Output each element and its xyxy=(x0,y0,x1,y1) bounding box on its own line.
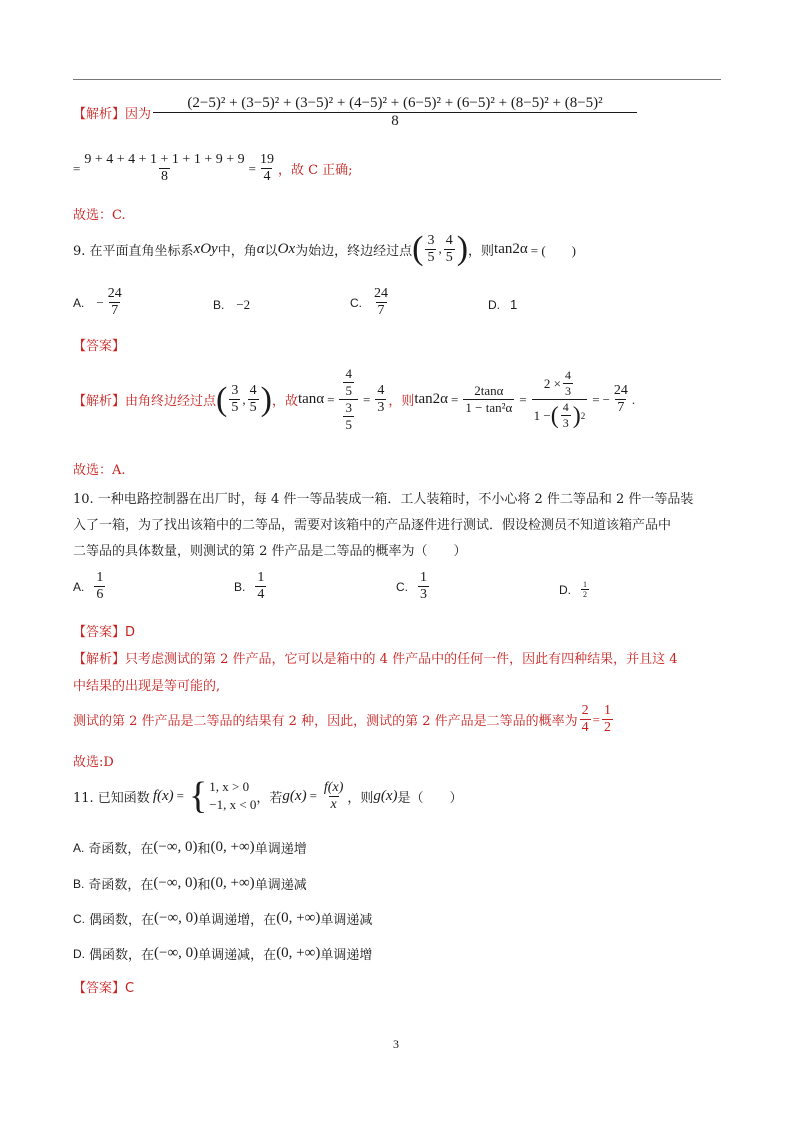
choice-a-fraction xyxy=(106,286,124,319)
tan-alpha: tanα xyxy=(297,391,325,407)
interval-2: (0, +∞) xyxy=(276,910,321,926)
interval-2: (0, +∞) xyxy=(276,945,321,961)
choice-label: C. xyxy=(396,579,408,594)
big-num-frac-num: 4 xyxy=(564,368,571,382)
choice-c-fraction xyxy=(418,570,429,603)
q9-point-x-num: 3 xyxy=(427,232,435,248)
prob-fraction-1 xyxy=(580,703,591,736)
answer-tag: 【答案】 xyxy=(73,625,126,640)
jiexi-point-y xyxy=(248,383,259,416)
interval-1: (−∞, 0) xyxy=(154,910,199,926)
big-num-frac xyxy=(563,368,573,399)
choice-label: B. xyxy=(234,579,246,594)
q9-tan2a: tan2α xyxy=(494,240,528,257)
q11-answer xyxy=(73,977,134,996)
result-sign: − xyxy=(602,391,610,407)
double-angle-num: 2tanα xyxy=(474,383,504,398)
big-compound-den: 1 − ( $\frac{4}{3}$ ) 2 xyxy=(533,400,586,430)
q8-jiexi-line2 xyxy=(73,152,353,185)
tan-top-frac-num: 4 xyxy=(345,366,352,381)
gx-fraction-num: f(x) xyxy=(323,779,344,795)
option-text-a: 奇函数，在 xyxy=(88,878,154,893)
choice-b-value: −2 xyxy=(236,297,251,312)
choice-label: A. xyxy=(73,840,85,855)
q10-choice-b xyxy=(234,570,268,603)
jiexi-point-x xyxy=(229,383,240,416)
q9-choose: 故选：A. xyxy=(73,463,126,478)
q9-stem-text-f: = ( ) xyxy=(530,242,576,258)
period: . xyxy=(631,391,636,407)
interval-1: (−∞, 0) xyxy=(154,945,199,961)
gx-fraction-den: x xyxy=(330,796,337,812)
tan-bot-frac-den: 5 xyxy=(345,417,352,432)
q10-jiexi-line2: 中结果的出现是等可能的, xyxy=(73,679,221,694)
prob-fraction-2 xyxy=(602,703,613,736)
q8-choose: 故选：C. xyxy=(73,208,126,223)
equals-sign: = xyxy=(176,788,184,803)
prob-fraction-2-num: 1 xyxy=(603,703,611,718)
choice-a-den: 7 xyxy=(111,303,119,318)
tan-bot-frac xyxy=(343,400,354,433)
option-text-c: 单调递减 xyxy=(254,878,307,893)
jiexi-text: 只考虑测试的第 2 件产品，它可以是箱中的 4 件产品中的任何一件，因此有四种结果，并且这 4 xyxy=(125,652,678,667)
interval-1: (−∞, 0) xyxy=(153,875,198,891)
q11-option-c xyxy=(73,909,372,928)
tan-result-den: 3 xyxy=(377,400,385,415)
final-result-num: 24 xyxy=(613,383,628,398)
option-text-a: 奇函数，在 xyxy=(88,842,154,857)
q9-point-x xyxy=(425,233,436,266)
option-text-b: 单调递减，在 xyxy=(198,948,277,963)
answer-value: C xyxy=(125,981,135,996)
answer-tag: 【答案】 xyxy=(73,981,126,996)
final-result xyxy=(612,383,630,416)
tan-top-frac-den: 5 xyxy=(345,383,352,398)
q9-choice-d xyxy=(488,297,517,312)
interval-2: (0, +∞) xyxy=(210,875,255,891)
tan-compound-fraction xyxy=(339,366,358,433)
variance-fraction xyxy=(153,95,637,130)
double-angle-den: 1 − tan²α xyxy=(465,400,513,415)
option-text-b: 和 xyxy=(197,842,211,857)
q11-option-d xyxy=(73,944,372,963)
jiexi-point-y-num: 4 xyxy=(249,383,257,398)
variance-numerator: (2−5)² + (3−5)² + (3−5)² + (4−5)² + (6−5)² + (6−5)² + (8−5)² + (8−5)² xyxy=(187,95,603,111)
tan-compound-den xyxy=(339,399,358,433)
q9-stem-text-c: 以 xyxy=(264,243,278,259)
jiexi-point-y-den: 5 xyxy=(249,400,257,415)
variance-denominator: 8 xyxy=(153,112,637,130)
q9-answer-tag: 【答案】 xyxy=(73,339,126,354)
choice-label: D. xyxy=(73,946,85,961)
choice-a-den: 6 xyxy=(96,587,104,602)
jiexi-because: 因为 xyxy=(125,107,152,122)
choice-d-den: 2 xyxy=(583,590,587,599)
tan-bot-frac-num: 3 xyxy=(345,400,352,415)
q11-stem-text-a: 11. 已知函数 xyxy=(73,790,150,806)
jiexi-text-a: 由角终边经过点 xyxy=(125,394,217,409)
choice-label: D. xyxy=(559,582,571,597)
q10-jiexi-line3 xyxy=(73,703,615,736)
choice-d-value: 1 xyxy=(510,297,518,312)
q11-piecewise xyxy=(209,778,256,814)
q11-gx-2: g(x) xyxy=(373,787,398,804)
choice-c-fraction xyxy=(372,286,390,319)
result-numerator: 19 xyxy=(259,152,274,167)
tan-compound-num xyxy=(339,366,358,399)
choice-d-num: 1 xyxy=(583,580,587,589)
equals-sign-2: = xyxy=(248,160,256,176)
option-text-b: 和 xyxy=(197,878,211,893)
q11-stem-text-c: ，则 xyxy=(347,790,374,806)
prob-fraction-1-den: 4 xyxy=(581,720,589,735)
jiexi-tag: 【解析】 xyxy=(73,394,126,409)
choice-c-num: 24 xyxy=(374,286,388,301)
tan-top-frac xyxy=(343,366,354,399)
page-number: 3 xyxy=(393,1037,399,1051)
q10-stem-line2: 入了一箱，为了找出该箱中的二等品，需要对该箱中的产品逐件进行测试．假设检测员不知道该箱产品中 xyxy=(73,518,672,533)
option-text-c: 单调递增 xyxy=(320,948,373,963)
piecewise-case-1: 1, x > 0 xyxy=(209,779,250,794)
q9-point-y xyxy=(444,233,455,266)
option-text-c: 单调递减 xyxy=(320,913,373,928)
q9-xoy: xOy xyxy=(193,240,218,257)
choice-label: A. xyxy=(73,579,85,594)
prob-fraction-1-num: 2 xyxy=(581,703,589,718)
jiexi-point-x-den: 5 xyxy=(231,400,239,415)
answer-value: D xyxy=(125,625,136,640)
choice-b-num: 1 xyxy=(257,570,265,585)
choice-b-fraction xyxy=(255,570,266,603)
jiexi-tag: 【解析】 xyxy=(73,107,126,122)
choice-a-fraction xyxy=(94,570,105,603)
q9-stem-text-b: 中，角 xyxy=(217,243,257,259)
q9-stem-text-d: 为始边，终边经过点 xyxy=(295,243,413,259)
equals-sign: = xyxy=(73,160,81,176)
q11-gx-fraction xyxy=(322,780,345,813)
big-den-prefix: 1 − xyxy=(533,407,551,423)
choice-a-num: 24 xyxy=(107,286,122,301)
q9-jiexi: 【解析】 由角终边经过点 ( $\frac{3}{5}$ , $\frac{4}{5}$ ) ，故 tanα = $\frac{\frac{4}{5}}{\frac{3}{5}}$ = $\frac{4}{3}$ ，则 tan2α = $\frac{2\tan\alpha}{\text{1 − tan²α}}$ = 2 × $\frac{4}{3}$ 1 − ( $\frac{4}{3}$ ) 2 = − $\frac{24}{7}$ . xyxy=(73,366,636,432)
option-text-c: 单调递增 xyxy=(254,842,307,857)
interval-2: (0, +∞) xyxy=(210,839,255,855)
q9-choice-b xyxy=(213,297,250,313)
sum-denominator: 8 xyxy=(160,169,168,184)
option-text-a: 偶函数，在 xyxy=(89,913,155,928)
choice-a-num: 1 xyxy=(96,570,104,585)
header-rule xyxy=(73,79,721,80)
choice-d-fraction xyxy=(581,580,589,599)
choice-label: C. xyxy=(350,295,362,310)
q9-stem-text-a: 9. 在平面直角坐标系 xyxy=(73,243,194,259)
q10-choice-c xyxy=(396,570,431,603)
big-num-prefix: 2 × xyxy=(543,375,561,391)
q10-jiexi-line1 xyxy=(73,648,678,667)
q10-stem-line1: 10. 一种电路控制器在出厂时，每 4 件一等品装成一箱．工人装箱时，不小心将 2 件二等品和 2 件一等品装 xyxy=(73,492,694,507)
minus-sign: − xyxy=(96,294,104,310)
q9-ox: Ox xyxy=(277,240,296,257)
q10-choose: 故选:D xyxy=(73,755,114,770)
conclusion-text: ，故 C 正确; xyxy=(277,163,353,178)
choice-c-den: 3 xyxy=(420,587,427,602)
big-compound-fraction xyxy=(532,368,588,431)
choice-label: A. xyxy=(73,295,85,310)
q11-stem-text-b: ，若 xyxy=(256,790,283,806)
choice-label: B. xyxy=(73,876,85,891)
big-compound-num xyxy=(542,368,577,399)
jiexi-tag: 【解析】 xyxy=(73,652,126,667)
big-den-frac-den: 3 xyxy=(562,416,569,430)
jiexi-point-x-num: 3 xyxy=(231,383,239,398)
choice-c-den: 7 xyxy=(377,303,385,318)
choice-label: C. xyxy=(73,911,85,926)
q9-stem: 9. 在平面直角坐标系 xOy 中，角 α 以 Ox 为始边，终边经过点 ( $\frac{3}{5}$ , $\frac{4}{5}$ ) ，则 tan2α = ( ) xyxy=(73,230,576,267)
equals-sign: = xyxy=(327,391,335,407)
jiexi-text-b: ，故 xyxy=(271,394,298,409)
q10-stem-line3: 二等品的具体数量，则测试的第 2 件产品是二等品的概率为（ ） xyxy=(73,544,467,559)
q8-jiexi-line1 xyxy=(73,95,639,130)
q11-stem: 11. 已知函数 f(x) = { 1, x > 0 −1, x < 0 ，若 g(x) = $\frac{f(x)}{x}$ ，则 g(x) 是（ ） xyxy=(73,775,463,817)
q11-option-a xyxy=(73,838,307,857)
tan2a: tan2α xyxy=(414,391,449,407)
big-den-frac xyxy=(561,400,571,431)
big-den-frac-num: 4 xyxy=(562,400,569,414)
tan-result-num: 4 xyxy=(377,383,385,398)
option-text-a: 偶函数，在 xyxy=(89,948,155,963)
q11-stem-text-d: 是（ ） xyxy=(397,790,463,806)
choice-c-num: 1 xyxy=(420,570,427,585)
piecewise-case-2: −1, x < 0 xyxy=(209,797,257,812)
q10-choice-d xyxy=(559,580,591,599)
equals-sign: = xyxy=(592,711,600,727)
q9-point-y-den: 5 xyxy=(445,249,453,265)
q9-alpha: α xyxy=(256,240,265,257)
prob-fraction-2-den: 2 xyxy=(603,720,611,735)
jiexi-text-c: ，则 xyxy=(388,394,415,409)
q11-option-b xyxy=(73,874,307,893)
choice-b-den: 4 xyxy=(257,587,265,602)
q9-choice-a xyxy=(73,286,126,319)
choice-label: D. xyxy=(488,297,500,312)
final-result-den: 7 xyxy=(617,400,625,415)
result-denominator: 4 xyxy=(263,169,271,184)
choice-label: B. xyxy=(213,298,225,312)
double-angle-formula xyxy=(463,383,514,416)
q9-choice-c xyxy=(350,286,392,319)
q9-stem-text-e: ，则 xyxy=(468,243,495,259)
sum-numerator: 9 + 4 + 4 + 1 + 1 + 1 + 9 + 9 xyxy=(84,152,245,167)
q10-choice-a xyxy=(73,570,107,603)
sum-fraction xyxy=(82,152,246,185)
result-fraction xyxy=(258,152,276,185)
q11-gx: g(x) xyxy=(282,787,307,804)
option-text-b: 单调递增，在 xyxy=(198,913,277,928)
q11-fx: f(x) xyxy=(152,787,174,804)
jiexi-text: 测试的第 2 件产品是二等品的结果有 2 种，因此，测试的第 2 件产品是二等品的概率为 xyxy=(73,714,578,729)
tan-result xyxy=(375,383,386,416)
interval-1: (−∞, 0) xyxy=(153,839,198,855)
q9-point-x-den: 5 xyxy=(427,249,435,265)
q9-point-y-num: 4 xyxy=(445,232,453,248)
q10-answer xyxy=(73,621,135,640)
big-num-frac-den: 3 xyxy=(564,384,571,398)
